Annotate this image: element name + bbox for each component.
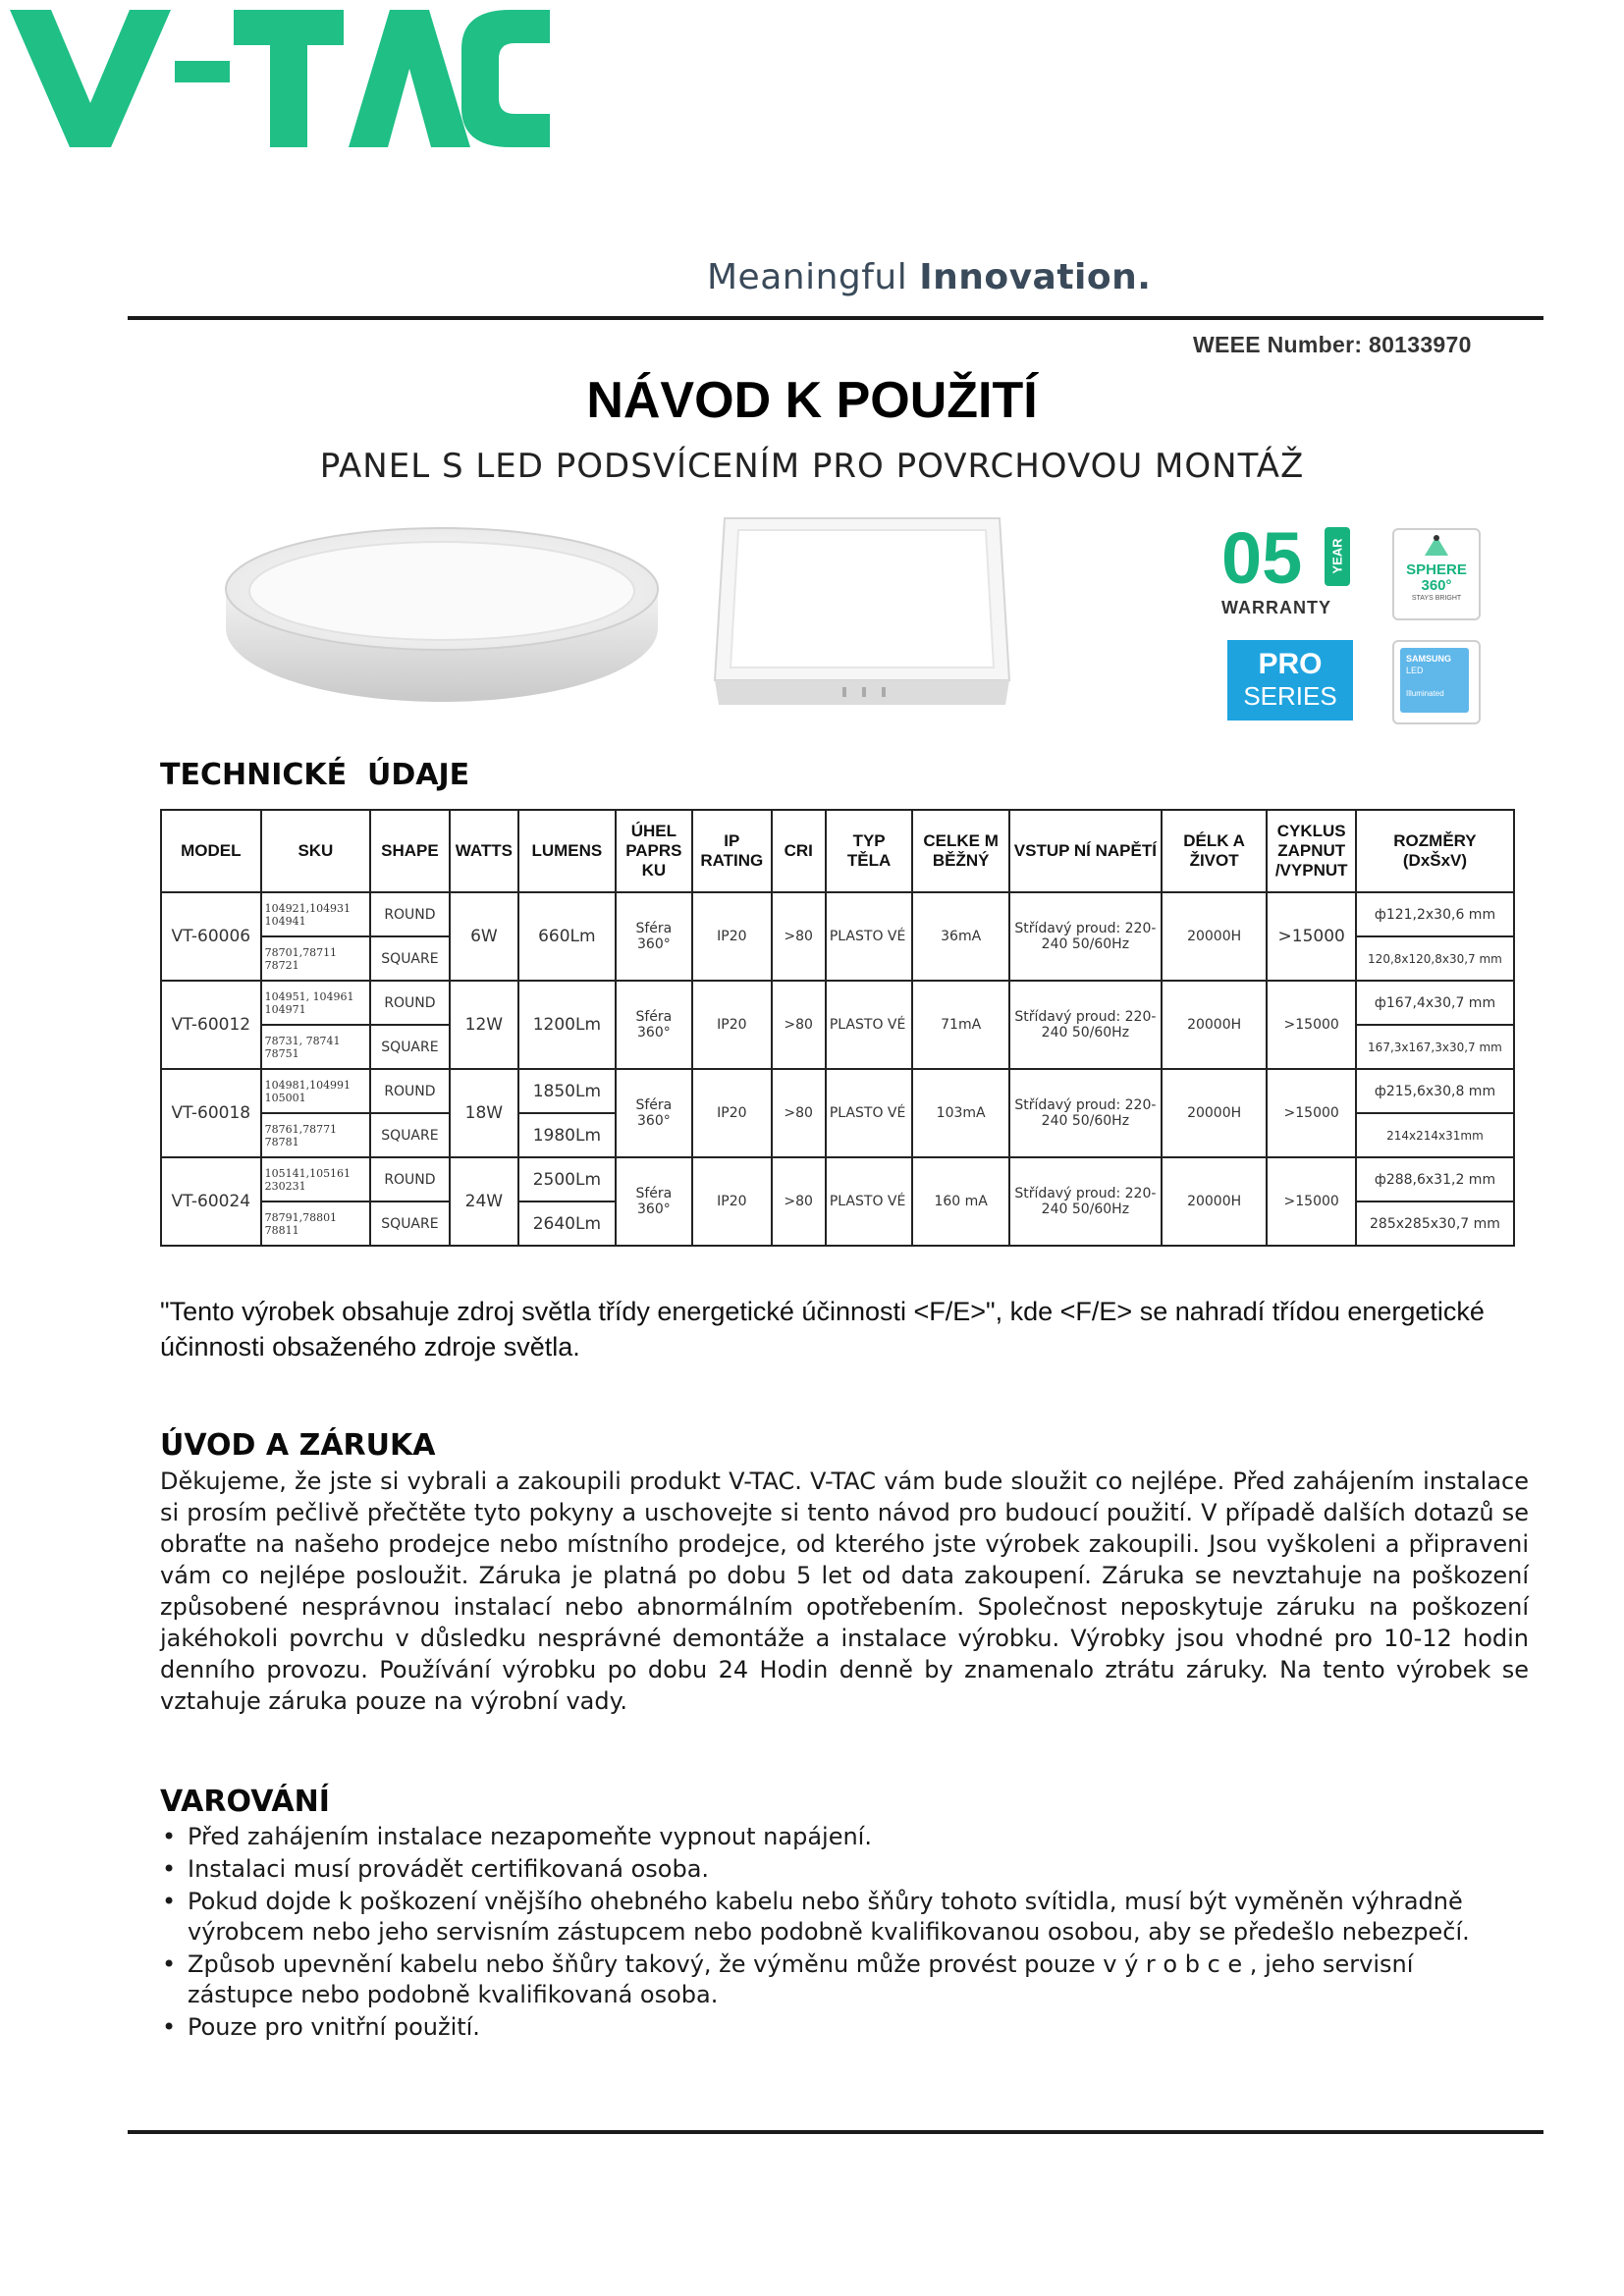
cell-ip: IP20 — [692, 892, 771, 981]
cell-cyklus: >15000 — [1267, 892, 1356, 981]
header-watts: WATTS — [450, 810, 518, 892]
pro-series-badge: PRO SERIES — [1227, 640, 1353, 721]
cell-vstup: Střídavý proud: 220-240 50/60Hz — [1009, 981, 1162, 1069]
cell-lumens: 1850Lm — [518, 1069, 616, 1113]
cell-sku: 78701,78711 78721 — [261, 936, 371, 981]
intro-heading: ÚVOD A ZÁRUKA — [160, 1428, 436, 1463]
list-item: • Pouze pro vnitřní použití. — [160, 2012, 1525, 2043]
cell-typ: PLASTO VÉ — [826, 1157, 913, 1246]
square-panel-image — [705, 508, 1019, 724]
cell-celkem: 160 mA — [912, 1157, 1009, 1246]
cell-cyklus: >15000 — [1267, 1157, 1356, 1246]
cell-ip: IP20 — [692, 1157, 771, 1246]
cell-watts: 24W — [450, 1157, 518, 1246]
cell-sku: 104921,104931 104941 — [261, 892, 371, 936]
bottom-divider — [128, 2130, 1543, 2134]
cell-sku: 104951, 104961 104971 — [261, 981, 371, 1025]
header-uhel: ÚHEL PAPRS KU — [616, 810, 692, 892]
cell-shape: ROUND — [370, 1069, 449, 1113]
cell-shape: ROUND — [370, 892, 449, 936]
cell-typ: PLASTO VÉ — [826, 1069, 913, 1157]
cell-vstup: Střídavý proud: 220-240 50/60Hz — [1009, 1069, 1162, 1157]
header-typ: TYP TĚLA — [826, 810, 913, 892]
cell-rozmer: ф167,4x30,7 mm — [1356, 981, 1514, 1025]
list-item: • Před zahájením instalace nezapomeňte vypnout napájení. — [160, 1822, 1525, 1852]
cell-lumens: 1980Lm — [518, 1113, 616, 1157]
cell-zivot: 20000H — [1162, 1069, 1268, 1157]
cell-zivot: 20000H — [1162, 1157, 1268, 1246]
cell-shape: SQUARE — [370, 1113, 449, 1157]
cell-lumens: 660Lm — [518, 892, 616, 981]
cell-zivot: 20000H — [1162, 981, 1268, 1069]
page-subtitle: PANEL S LED PODSVÍCENÍM PRO POVRCHOVOU MONTÁŽ — [319, 447, 1305, 486]
round-panel-image — [216, 520, 668, 717]
header-lumens: LUMENS — [518, 810, 616, 892]
cell-cyklus: >15000 — [1267, 981, 1356, 1069]
cell-celkem: 71mA — [912, 981, 1009, 1069]
cell-shape: SQUARE — [370, 936, 449, 981]
header-celkem: CELKE M BĚŽNÝ — [912, 810, 1009, 892]
cell-uhel: Sféra 360° — [616, 1069, 692, 1157]
header-delka: DÉLK A ŽIVOT — [1162, 810, 1268, 892]
list-item: • Způsob upevnění kabelu nebo šňůry takový, že výměnu může provést pouze v ý r o b c e , jeho servisní zástupce nebo podobně kvalifikovaná osoba. — [160, 1949, 1525, 2010]
header-sku: SKU — [261, 810, 371, 892]
header-shape: SHAPE — [370, 810, 449, 892]
table-row — [161, 892, 1514, 936]
sphere-360-badge: SPHERE 360° STAYS BRIGHT — [1392, 528, 1481, 620]
cell-sku: 105141,105161 230231 — [261, 1157, 371, 1201]
table-header-row — [161, 810, 1514, 892]
intro-text: Děkujeme, že jste si vybrali a zakoupili produkt V-TAC. V-TAC vám bude sloužit co nejlépe. Před zahájením instalace si prosím pečlivě přečtěte tyto pokyny a uschovejte si tento návod pro budoucí použití. V případě dalších dotazů se obraťte na našeho prodejce nebo místního prodejce, od kterého jste výrobek zakoupili. Jsou vyškoleni a připraveni vám co nejlépe posloužit. Záruka je platná po dobu 5 let od data zakoupení. Záruka se nevztahuje na poškození způsobené nesprávnou instalací nebo abnormálním opotřebením. Společnost neposkytuje záruku na poškození jakéhokoli povrchu v důsledku nesprávné demontáže a instalace výrobku. Výrobky jsou vhodné pro 10-12 hodin denního provozu. Používání výrobku po dobu 24 Hodin denně by znamenalo ztrátu záruky. Na tento výrobek se vztahuje záruka pouze na výrobní vady. — [160, 1468, 1529, 1715]
cell-celkem: 103mA — [912, 1069, 1009, 1157]
cell-sku: 78791,78801 78811 — [261, 1201, 371, 1246]
samsung-led-badge: SAMSUNG LED Illuminated — [1392, 640, 1481, 724]
list-item: • Pokud dojde k poškození vnějšího ohebného kabelu nebo šňůry tohoto svítidla, musí být vyměněn výhradně výrobcem nebo jeho servisním zástupcem nebo podobně kvalifikovanou osobou, aby se předešlo nebezpečí. — [160, 1887, 1525, 1948]
cell-typ: PLASTO VÉ — [826, 892, 913, 981]
cell-cri: >80 — [772, 1157, 826, 1246]
cell-vstup: Střídavý proud: 220-240 50/60Hz — [1009, 892, 1162, 981]
header-ip: IP RATING — [692, 810, 771, 892]
cell-rozmer: 214x214x31mm — [1356, 1113, 1514, 1157]
cell-rozmer: 167,3x167,3x30,7 mm — [1356, 1025, 1514, 1069]
header-cri: CRI — [772, 810, 826, 892]
v-tac-logo — [0, 0, 550, 167]
cell-uhel: Sféra 360° — [616, 892, 692, 981]
table-row — [161, 1157, 1514, 1201]
cell-cri: >80 — [772, 1069, 826, 1157]
cell-model: VT-60024 — [161, 1157, 261, 1246]
header-cyklus: CYKLUS ZAPNUT /VYPNUT — [1267, 810, 1356, 892]
cell-rozmer: ф121,2x30,6 mm — [1356, 892, 1514, 936]
cell-shape: SQUARE — [370, 1025, 449, 1069]
list-item: • Instalaci musí provádět certifikovaná osoba. — [160, 1854, 1525, 1885]
warning-list — [160, 1822, 1525, 2045]
cell-model: VT-60018 — [161, 1069, 261, 1157]
brand-tagline: Meaningful Innovation. — [707, 257, 1152, 297]
cell-lumens: 2640Lm — [518, 1201, 616, 1246]
cell-shape: ROUND — [370, 981, 449, 1025]
cell-typ: PLASTO VÉ — [826, 981, 913, 1069]
cell-sku: 78761,78771 78781 — [261, 1113, 371, 1157]
warranty-number: 05 — [1221, 517, 1303, 599]
warranty-year-tab: YEAR — [1325, 527, 1350, 586]
cell-model: VT-60006 — [161, 892, 261, 981]
cell-uhel: Sféra 360° — [616, 1157, 692, 1246]
top-divider — [128, 316, 1543, 320]
cell-zivot: 20000H — [1162, 892, 1268, 981]
warning-heading: VAROVÁNÍ — [160, 1785, 330, 1819]
header-rozmery: ROZMĚRY (DxŠxV) — [1356, 810, 1514, 892]
cell-lumens: 1200Lm — [518, 981, 616, 1069]
spec-table — [160, 809, 1515, 1247]
cell-celkem: 36mA — [912, 892, 1009, 981]
cell-rozmer: ф215,6x30,8 mm — [1356, 1069, 1514, 1113]
light-cone-icon — [1417, 534, 1456, 558]
cell-model: VT-60012 — [161, 981, 261, 1069]
cell-cyklus: >15000 — [1267, 1069, 1356, 1157]
cell-ip: IP20 — [692, 981, 771, 1069]
cell-uhel: Sféra 360° — [616, 981, 692, 1069]
header-model: MODEL — [161, 810, 261, 892]
weee-number: WEEE Number: 80133970 — [1193, 332, 1472, 357]
cell-cri: >80 — [772, 892, 826, 981]
energy-note: "Tento výrobek obsahuje zdroj světla třídy energetické účinnosti <F/E>", kde <F/E> se nahradí třídou energetické účinnosti obsaženého zdroje světla. — [160, 1297, 1485, 1362]
cell-lumens: 2500Lm — [518, 1157, 616, 1201]
header-vstup: VSTUP NÍ NAPĚTÍ — [1009, 810, 1162, 892]
cell-sku: 104981,104991 105001 — [261, 1069, 371, 1113]
cell-rozmer: 285x285x30,7 mm — [1356, 1201, 1514, 1246]
table-row — [161, 1069, 1514, 1113]
cell-shape: ROUND — [370, 1157, 449, 1201]
warranty-badge — [1221, 517, 1354, 623]
tech-heading: TECHNICKÉ ÚDAJE — [160, 758, 470, 792]
cell-watts: 18W — [450, 1069, 518, 1157]
cell-watts: 12W — [450, 981, 518, 1069]
cell-cri: >80 — [772, 981, 826, 1069]
cell-rozmer: ф288,6x31,2 mm — [1356, 1157, 1514, 1201]
cell-sku: 78731, 78741 78751 — [261, 1025, 371, 1069]
cell-vstup: Střídavý proud: 220-240 50/60Hz — [1009, 1157, 1162, 1246]
cell-shape: SQUARE — [370, 1201, 449, 1246]
page-title: NÁVOD K POUŽITÍ — [586, 372, 1038, 429]
warranty-label: WARRANTY — [1221, 598, 1331, 617]
cell-watts: 6W — [450, 892, 518, 981]
table-row — [161, 981, 1514, 1025]
cell-ip: IP20 — [692, 1069, 771, 1157]
cell-rozmer: 120,8x120,8x30,7 mm — [1356, 936, 1514, 981]
